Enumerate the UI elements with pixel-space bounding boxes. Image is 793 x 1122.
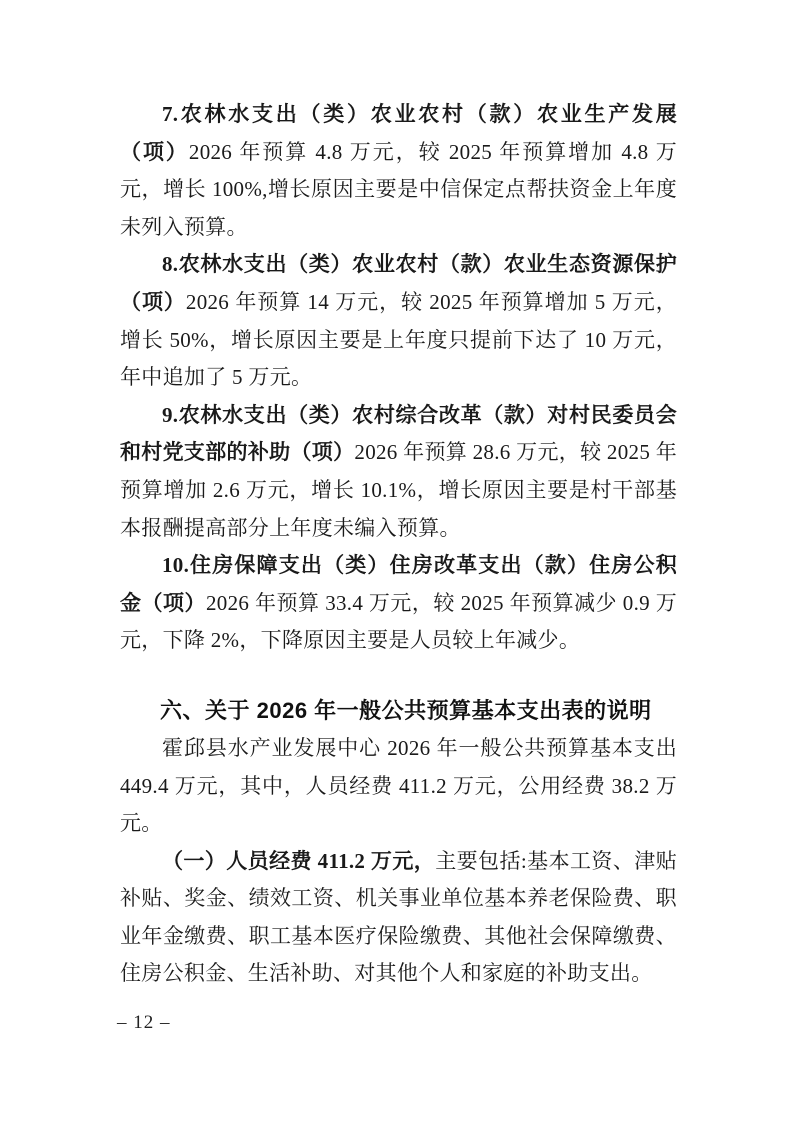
budget-item-paragraph-7 — [120, 96, 677, 246]
personnel-expense-paragraph — [120, 843, 677, 993]
budget-item-paragraph-9 — [120, 397, 677, 547]
budget-item-7-title: 7.农林水支出（类）农业农村（款）农业生产发展（项） — [120, 102, 677, 164]
budget-item-9-title: 9.农林水支出（类）农村综合改革（款）对村民委员会和村党支部的补助（项） — [120, 402, 677, 465]
budget-item-paragraph-8 — [120, 246, 677, 396]
budget-item-7-body: 2026 年预算 4.8 万元，较 2025 年预算增加 4.8 万元，增长 100%,增长原因主要是中信保定点帮扶资金上年度未列入预算。 — [120, 139, 677, 239]
section-six-intro-text: 霍邱县水产业发展中心 2026 年一般公共预算基本支出 449.4 万元，其中，人员经费 411.2 万元，公用经费 38.2 万元。 — [120, 735, 677, 836]
budget-item-paragraph-10 — [120, 547, 677, 660]
budget-item-9-body: 2026 年预算 28.6 万元，较 2025 年预算增加 2.6 万元，增长 10.1%，增长原因主要是村干部基本报酬提高部分上年度未编入预算。 — [120, 440, 677, 540]
section-six-heading: 六、关于 2026 年一般公共预算基本支出表的说明 — [160, 697, 652, 723]
personnel-expense-lead: （一）人员经费 411.2 万元， — [162, 848, 436, 873]
budget-item-8-title: 8.农林水支出（类）农业农村（款）农业生态资源保护（项） — [120, 252, 677, 314]
budget-item-10-body: 2026 年预算 33.4 万元，较 2025 年预算减少 0.9 万元，下降 2%，下降原因主要是人员较上年减少。 — [120, 590, 678, 653]
section-six-intro-paragraph — [120, 730, 677, 843]
page-number: – 12 – — [117, 1012, 171, 1033]
budget-item-8-body: 2026 年预算 14 万元，较 2025 年预算增加 5 万元，增长 50%，增长原因主要是上年度只提前下达了 10 万元，年中追加了 5 万元。 — [120, 289, 677, 390]
document-content — [120, 96, 677, 993]
personnel-expense-body: 主要包括:基本工资、津贴补贴、奖金、绩效工资、机关事业单位基本养老保险费、职业年金缴费、职工基本医疗保险缴费、其他社会保障缴费、住房公积金、生活补助、对其他个人和家庭的补助支出。 — [120, 848, 677, 986]
budget-item-10-title: 10.住房保障支出（类）住房改革支出（款）住房公积金（项） — [120, 553, 677, 615]
